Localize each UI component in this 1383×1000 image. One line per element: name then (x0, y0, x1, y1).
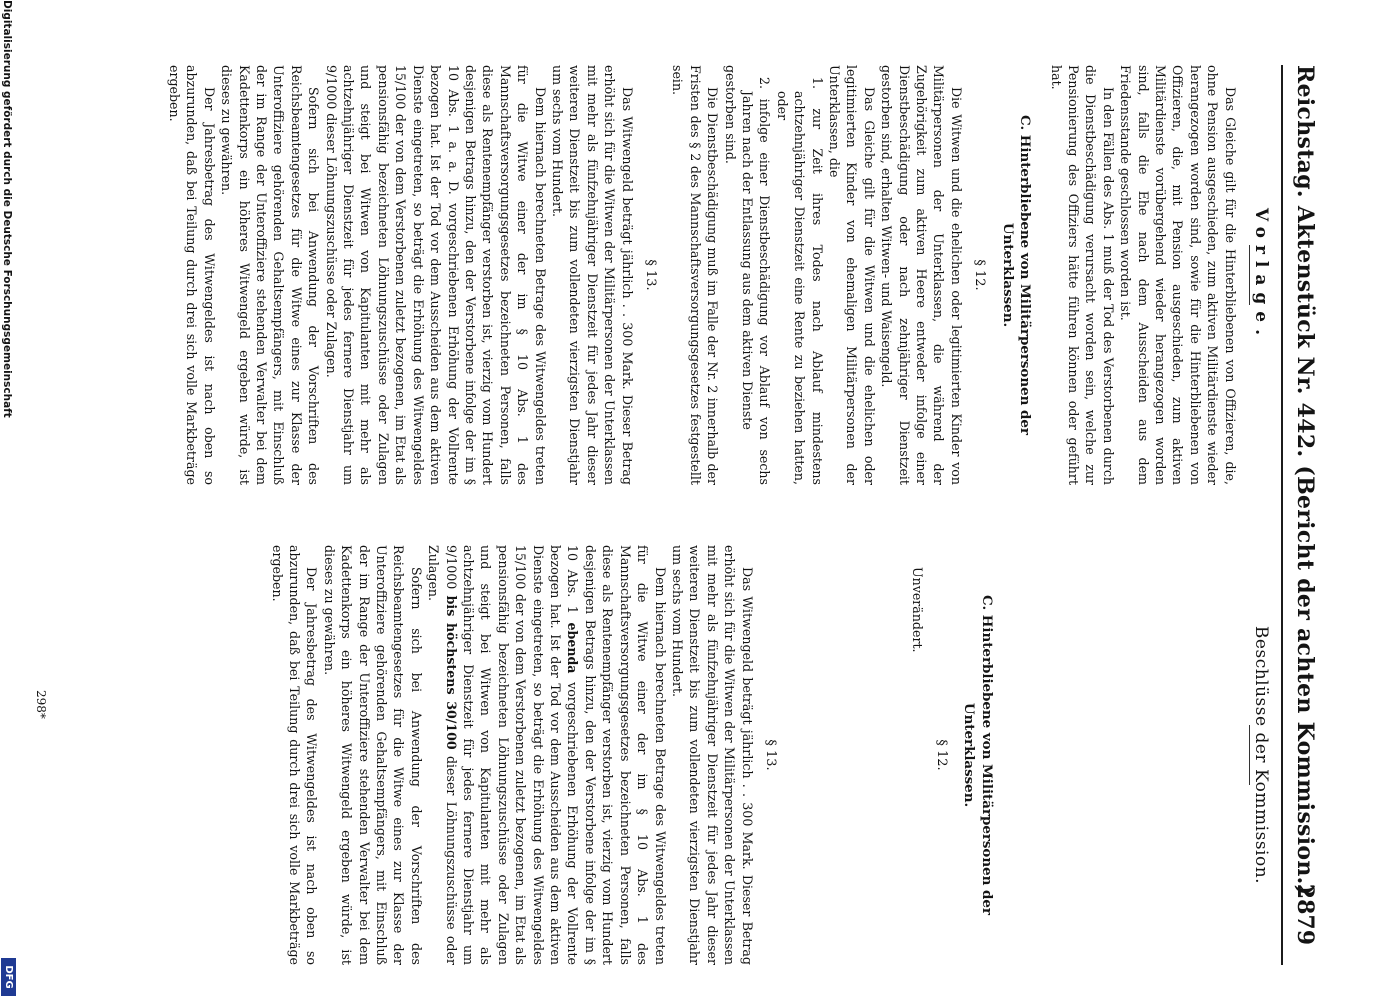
digitization-note: Digitalisierung gefördert durch die Deutsche Forschungsgemeinschaft (1, 0, 13, 418)
paragraph: Das Witwengeld beträgt jährlich . . 300 Mark. Dieser Betrag erhöht sich für die Witwen der Militärpersonen der Unterklassen mit mehr als fünfzehnjähriger Dienstzeit für jedes Jahr dieser weiteren Dienstzeit bis zum vollendeten vierzigsten Dienstjahr um sechs vom Hundert. (549, 65, 635, 485)
header-page-number: 2879 (1292, 883, 1318, 945)
paragraph: Die Dienstbeschädigung muß im Falle der Nr. 2 innerhalb der Fristen des § 2 des Mannschaftsversorgungsgesetzes festgestellt sein. (670, 65, 721, 485)
paragraph: Dem hiernach berechneten Betrage des Witwengeldes treten für die Witwe einer der im § 10 Abs. 1 des Mannschaftsversorgungsgesetzes bezeichneten Personen, falls diese als Rentenempfänger verstorben ist, vierzig vom Hundert desjenigen Betrags hinzu, den der Verstorbene infolge der im § 10 Abs. 1 a. a. D. vorgeschriebenen Erhöhung der Vollrente bezogen hat. Ist der Tod vor dem Ausscheiden aus dem aktiven Dienste eingetreten, so beträgt die Erhöhung des Witwengeldes 15/100 der von dem Verstorbenen zuletzt bezogenen, im Etat als pensionsfähig bezeichneten Löhnungszuschüsse oder Zulagen und steigt bei Witwen von Kapitulanten mit mehr als achtzehnjähriger Dienstzeit für jedes fernere Dienstjahr um 9/1000 dieser Löhnungszuschüsse oder Zulagen. (323, 65, 548, 485)
sheet-number: 298* (34, 690, 48, 719)
section-13-number: § 13. (762, 739, 778, 771)
list-item: 2. infolge einer Dienstbeschädigung vor Ablauf von sechs Jahren nach der Entlassung aus dem aktiven Dienste (740, 77, 773, 485)
paragraph-unchanged: Unverändert. (910, 567, 926, 653)
paragraph: Sofern sich bei Anwendung der Vorschriften des Reichsbeamtengesetzes für die Witwe eines zur Klasse der Unteroffiziere gehörenden Gehaltsempfängers, mit Einschluß der im Range der Unteroffiziere stehenden Verwalter bei dem Kadettenkorps ein höheres Witwengeld ergeben würde, ist dieses zu gewähren. (321, 545, 424, 965)
text-run-bold: ebenda (565, 622, 581, 674)
header-rule (1281, 65, 1283, 965)
blank-space (1009, 545, 1239, 965)
blank-space (789, 545, 909, 965)
section-c-title: C. Hinterbliebene von Militärpersonen der Unterklassen. (961, 595, 995, 915)
section-c-title: C. Hinterbliebene von Militärpersonen der Unterklassen. (999, 115, 1034, 435)
paragraph: Das Gleiche gilt für die Hinterbliebenen von Offizieren, die, ohne Pension ausgeschieden, zum aktiven Militärdienste wieder herangezogen worden sind, sowie für die Hinterbliebenen von Offizieren, die, mit Pension ausgeschieden, zum aktiven Militärdienste vorübergehend wieder herangezogen worden sind, falls die Ehe nach dem Ausscheiden aus dem Friedensstande geschlossen worden ist. (1118, 65, 1238, 485)
right-column-heading: Beschlüsse der Kommission. (1251, 625, 1271, 885)
header-title: Reichstag. Aktenstück Nr. 442. (Bericht der achten Kommission.) (1292, 65, 1318, 896)
heading-underline (1249, 725, 1250, 785)
paragraph: Der Jahresbetrag des Witwengeldes ist nach oben so abzurunden, daß bei Teilung durch drei sich volle Markbeträge ergeben. (167, 65, 217, 485)
paragraph: Sofern sich bei Anwendung der Vorschriften des Reichsbeamtengesetzes für die Witwe eines zur Klasse der Unteroffiziere gehörenden Gehaltsempfängers, mit Einschluß der im Range der Unteroffiziere stehenden Verwalter bei dem Kadettenkorps ein höheres Witwengeld ergeben würde, ist dieses zu gewähren. (219, 65, 322, 485)
page-header (1278, 0, 1318, 1000)
paragraph: Die Witwen und die ehelichen oder legitimierten Kinder von Militärpersonen der Unterklassen, die während der Zugehörigkeit zum aktiven Heere entweder infolge einer Dienstbeschädigung oder nach zehnjähriger Dienstzeit gestorben sind, erhalten Witwen- und Waisengeld. (879, 65, 964, 485)
paragraph (425, 545, 669, 965)
paragraph: Das Gleiche gilt für die Witwen und die ehelichen oder legitimierten Kinder von ehemaligen Militärpersonen der Unterklassen, die (827, 65, 877, 485)
paragraph: In den Fällen des Abs. 1 muß der Tod des Verstorbenen durch die Dienstbeschädigung verursacht worden sein, welche zur Pensionierung des Offiziers hätte führen können oder geführt hat. (1048, 65, 1116, 485)
paragraph: Das Witwengeld beträgt jährlich . . 300 Mark. Dieser Betrag erhöht sich für die Witwen der Militärpersonen der Unterklassen mit mehr als fünfzehnjähriger Dienstzeit für jedes Jahr dieser weiteren Dienstzeit bis zum vollendeten vierzigsten Dienstjahr um sechs vom Hundert. (669, 545, 755, 965)
paragraph: gestorben sind. (722, 65, 738, 164)
dfg-logo: DFG (1, 958, 16, 996)
section-12-number: § 12. (972, 259, 988, 291)
right-column-beschluesse (268, 545, 1273, 965)
section-13-number: § 13. (643, 259, 658, 291)
left-column-vorlage (166, 65, 1273, 485)
left-column-heading: Vorlage. (1251, 207, 1271, 343)
text-run: vorgeschriebenen Erhöhung der Vollrente bezogen hat. Ist der Tod vor dem Ausscheiden aus dem aktiven Dienste eingetreten, so beträgt die Erhöhung des Witwengeldes 15/100 der von dem Verstorbenen zuletzt bezogenen, im Etat als pensionsfähig bezeichneten Löhnungszuschüsse oder Zulagen und steigt bei Witwen von Kapitulanten mit mehr als achtzehnjähriger Dienstzeit für jedes fernere Dienstjahr um 9/1000 (443, 545, 581, 965)
paragraph: Der Jahresbetrag des Witwengeldes ist nach oben so abzurunden, daß bei Teilung durch drei sich volle Markbeträge ergeben. (269, 545, 320, 965)
text-run: Dem hiernach berechneten Betrage des Witwengeldes treten für die Witwe einer der im § 10 Abs. 1 des Mannschaftsversorgungsgesetzes bezeichneten Personen, falls diese als Rentenempfänger verstorben ist, vierzig vom Hundert desjenigen Betrags hinzu, den der Verstorbene infolge der im § 10 Abs. 1 (565, 545, 668, 965)
text-run: dieser Löhnungszuschüsse oder Zulagen. (426, 545, 459, 965)
section-12-number: § 12. (933, 739, 949, 771)
text-run-bold: bis höchstens 30/100 (443, 595, 459, 750)
list-item: 1. zur Zeit ihres Todes nach Ablauf mindestens achtzehnjähriger Dienstzeit eine Rente zu beziehen hatten, oder (774, 77, 825, 485)
heading-underline (1249, 245, 1250, 305)
